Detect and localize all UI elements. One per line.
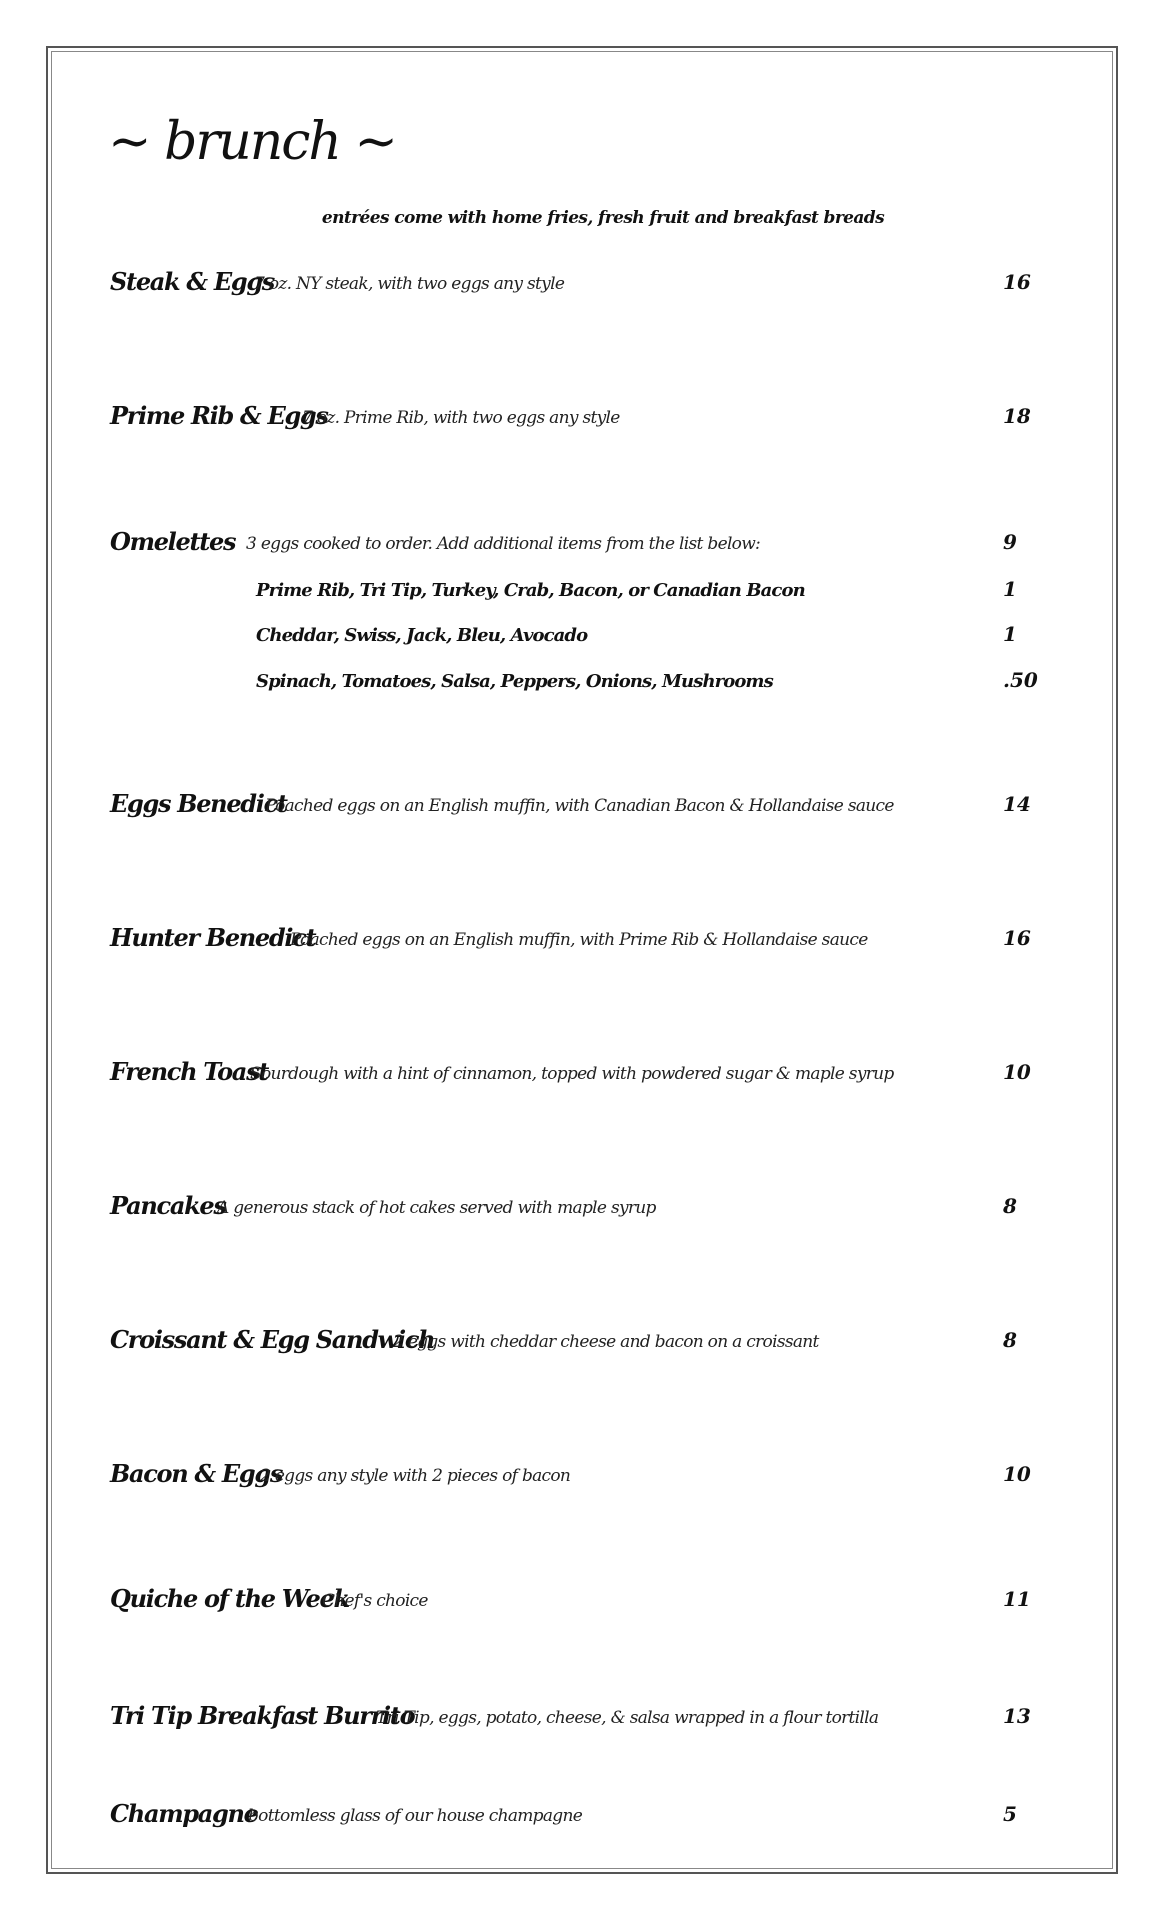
item-name: Tri Tip Breakfast Burrito bbox=[110, 1701, 415, 1730]
item-price: 5 bbox=[1003, 1802, 1017, 1826]
menu-item bbox=[110, 1186, 1030, 1226]
item-price: 16 bbox=[1003, 926, 1031, 950]
item-name: Quiche of the Week bbox=[110, 1584, 349, 1613]
item-price: 14 bbox=[1003, 792, 1031, 816]
item-name: Steak & Eggs bbox=[110, 267, 275, 296]
omelette-addon bbox=[256, 620, 1030, 652]
addon-label: Spinach, Tomatoes, Salsa, Peppers, Onions, Mushrooms bbox=[256, 671, 773, 692]
item-price: 13 bbox=[1003, 1704, 1031, 1728]
item-description: Poached eggs on an English muffin, with Prime Rib & Hollandaise sauce bbox=[290, 930, 868, 950]
item-description: bottomless glass of our house champagne bbox=[248, 1806, 583, 1826]
item-description: 3 eggs cooked to order. Add additional items from the list below: bbox=[246, 534, 761, 554]
item-name: French Toast bbox=[110, 1057, 269, 1086]
item-description: Sourdough with a hint of cinnamon, topped with powdered sugar & maple syrup bbox=[250, 1064, 894, 1084]
item-price: 10 bbox=[1003, 1060, 1031, 1084]
menu-item bbox=[110, 1579, 1030, 1619]
menu-item bbox=[110, 1454, 1030, 1494]
menu-item bbox=[110, 1794, 1030, 1834]
item-name: Prime Rib & Eggs bbox=[110, 401, 328, 430]
addon-price: 1 bbox=[1003, 577, 1017, 601]
menu-item bbox=[110, 396, 1030, 436]
addon-label: Cheddar, Swiss, Jack, Bleu, Avocado bbox=[256, 625, 588, 646]
item-price: 18 bbox=[1003, 404, 1031, 428]
addon-price: .50 bbox=[1003, 668, 1038, 692]
item-name: Croissant & Egg Sandwich bbox=[110, 1325, 435, 1354]
item-price: 9 bbox=[1003, 530, 1017, 554]
item-name: Bacon & Eggs bbox=[110, 1459, 283, 1488]
menu-title: ~ brunch ~ bbox=[108, 112, 396, 172]
item-description: 2 eggs with cheddar cheese and bacon on a croissant bbox=[393, 1332, 819, 1352]
item-name: Omelettes bbox=[110, 527, 236, 556]
menu-item bbox=[110, 1320, 1030, 1360]
menu-subtitle: entrées come with home fries, fresh fruit and breakfast breads bbox=[321, 208, 885, 228]
item-price: 11 bbox=[1003, 1587, 1031, 1611]
omelette-addon bbox=[256, 666, 1038, 698]
menu-item bbox=[110, 784, 1030, 824]
item-price: 10 bbox=[1003, 1462, 1031, 1486]
item-name: Hunter Benedict bbox=[110, 923, 316, 952]
item-name: Eggs Benedict bbox=[110, 789, 287, 818]
menu-item bbox=[110, 1696, 1030, 1736]
addon-price: 1 bbox=[1003, 622, 1017, 646]
item-description: 2 eggs any style with 2 pieces of bacon bbox=[260, 1466, 571, 1486]
item-price: 8 bbox=[1003, 1194, 1017, 1218]
item-name: Champagne bbox=[110, 1799, 258, 1828]
menu-item bbox=[110, 918, 1030, 958]
menu-item bbox=[110, 522, 1030, 562]
item-description: A generous stack of hot cakes served with maple syrup bbox=[217, 1198, 656, 1218]
addon-label: Prime Rib, Tri Tip, Turkey, Crab, Bacon, or Canadian Bacon bbox=[256, 580, 805, 601]
item-price: 16 bbox=[1003, 270, 1031, 294]
item-name: Pancakes bbox=[110, 1191, 226, 1220]
item-description: Poached eggs on an English muffin, with Canadian Bacon & Hollandaise sauce bbox=[265, 796, 894, 816]
item-description: 7 oz. NY steak, with two eggs any style bbox=[254, 274, 565, 294]
menu-item bbox=[110, 262, 1030, 302]
menu-item bbox=[110, 1052, 1030, 1092]
item-description: Tri Tip, eggs, potato, cheese, & salsa wrapped in a flour tortilla bbox=[376, 1708, 879, 1728]
item-price: 8 bbox=[1003, 1328, 1017, 1352]
item-description: 7 oz. Prime Rib, with two eggs any style bbox=[302, 408, 620, 428]
omelette-addon bbox=[256, 575, 1030, 607]
item-description: Chef's choice bbox=[322, 1591, 428, 1611]
